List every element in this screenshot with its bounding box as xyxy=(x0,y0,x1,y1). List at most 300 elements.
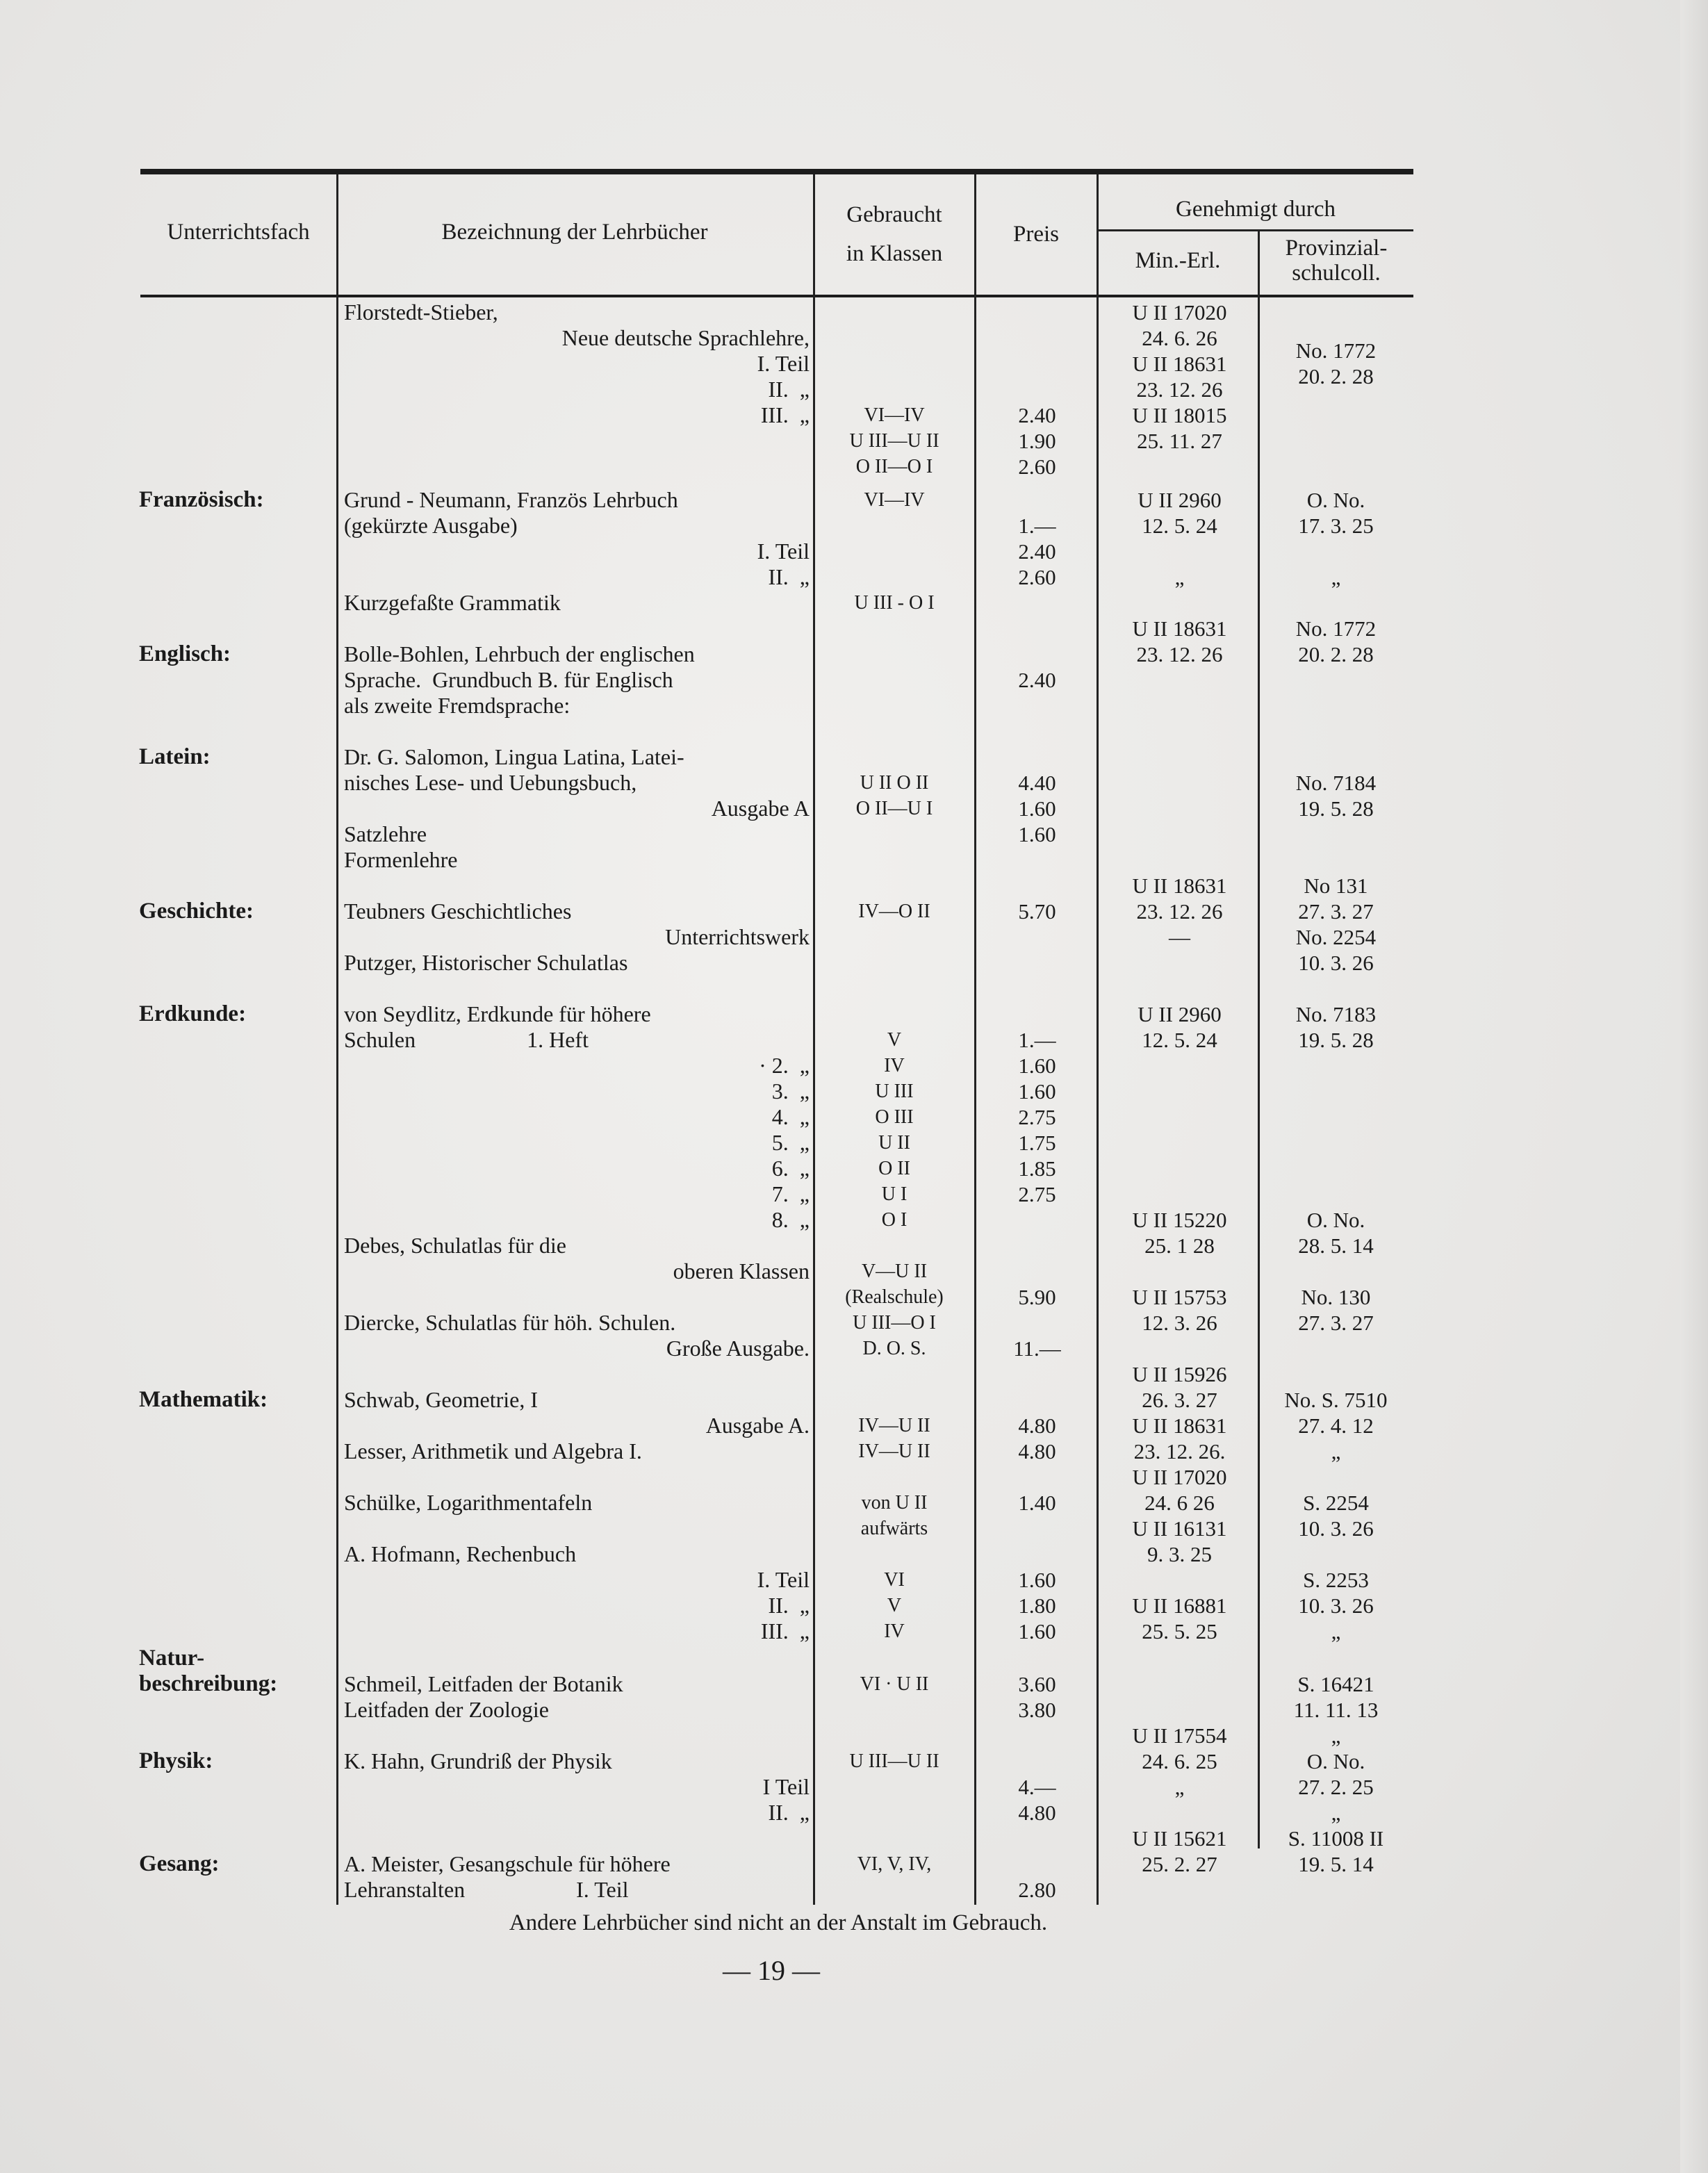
b10-min-line xyxy=(1101,1800,1258,1826)
b8-classes-line xyxy=(817,1464,971,1490)
b9-prov-line: „ xyxy=(1331,1723,1341,1748)
b2-classes-line: VI—IV xyxy=(864,489,925,511)
b7-book-line: Diercke, Schulatlas für höh. Schulen. xyxy=(344,1310,676,1335)
b1-classes-column xyxy=(817,351,971,479)
b11-book-line: Lehranstalten I. Teil xyxy=(344,1877,629,1902)
b2-book-line: Kurzgefaßte Grammatik xyxy=(344,590,561,615)
b4-price-column xyxy=(976,744,1098,873)
b5-price-line xyxy=(976,950,1098,976)
b11-classes-line xyxy=(817,1877,971,1903)
b8-book-line: I. Teil xyxy=(757,1567,810,1592)
b10-book-line: II. „ xyxy=(768,1800,810,1825)
header-prov-2: schulcoll. xyxy=(1292,261,1381,286)
category-franzoesisch: Französisch: xyxy=(139,487,264,512)
b10-price-line: 4.80 xyxy=(1018,1801,1056,1825)
b5-book-line: Unterrichtswerk xyxy=(665,924,810,949)
b5-price-column xyxy=(976,899,1098,976)
b2-min-line: U II 2960 xyxy=(1138,488,1222,512)
b5-prov-line: 27. 3. 27 xyxy=(1298,899,1374,924)
b10-prov-line: 19. 5. 14 xyxy=(1298,1852,1374,1876)
b6-min-column xyxy=(1101,1001,1258,1053)
b3-book-line: Sprache. Grundbuch B. für Englisch xyxy=(344,667,673,692)
b8-prov-line: „ xyxy=(1331,1619,1341,1643)
b4-prov-column xyxy=(1261,770,1411,821)
b7-prov-line xyxy=(1261,1258,1411,1284)
b6-book-line: 5. „ xyxy=(771,1130,810,1155)
b6-classes-line: V xyxy=(887,1029,902,1051)
b6-book-line: · 2. „ xyxy=(759,1053,810,1078)
b9-classes-line xyxy=(817,1697,971,1723)
b11-book-column xyxy=(344,1851,810,1903)
b3-price-column xyxy=(976,641,1098,719)
b8-min-line: 24. 6 26 xyxy=(1144,1491,1215,1515)
b8-min-line: 26. 3. 27 xyxy=(1142,1388,1217,1412)
b8-book-line xyxy=(344,1516,810,1541)
b5-book-line: Teubners Geschichtliches xyxy=(344,899,572,924)
b8-price-line xyxy=(976,1516,1098,1541)
b2-book-column xyxy=(344,487,810,616)
b10-min-line: 24. 6. 25 xyxy=(1142,1749,1217,1773)
b10-prov-line: 27. 2. 25 xyxy=(1298,1775,1374,1799)
b8-classes-line: aufwärts xyxy=(860,1518,928,1539)
b8-price-line: 1.40 xyxy=(1018,1491,1056,1515)
b3-min-line: U II 18631 xyxy=(1132,616,1227,641)
b1-price-line: 2.40 xyxy=(1018,403,1056,427)
b7-min-line: 12. 3. 26 xyxy=(1142,1311,1217,1335)
b2-prov-line: 17. 3. 25 xyxy=(1298,514,1374,538)
b6-book-line: 7. „ xyxy=(771,1181,810,1206)
b8-classes-line xyxy=(817,1541,971,1567)
b8-book-line xyxy=(344,1464,810,1490)
b8-price-line xyxy=(976,1541,1098,1567)
b11-classes-column xyxy=(817,1851,971,1903)
b8-classes-line: VI xyxy=(884,1569,905,1591)
b3-price-line: 2.40 xyxy=(1018,668,1056,692)
b4-book-line: Ausgabe A xyxy=(711,796,810,821)
b8-min-line: 23. 12. 26. xyxy=(1133,1439,1226,1463)
b9-price-column xyxy=(976,1671,1098,1723)
b4-book-line: nisches Lese- und Uebungsbuch, xyxy=(344,770,637,795)
b1-classes-line: VI—IV xyxy=(864,404,925,426)
b8-min-line: 25. 5. 25 xyxy=(1142,1619,1217,1643)
b4-classes-line: O II—U I xyxy=(855,798,933,819)
b5-book-column xyxy=(344,899,810,976)
b4-price-line: 4.40 xyxy=(1018,771,1056,795)
b6-classes-column xyxy=(817,1001,971,1233)
b2-classes-line xyxy=(817,513,971,539)
header-subrule xyxy=(1097,229,1413,231)
b5-prov-line: No 131 xyxy=(1304,874,1368,898)
b8-price-line: 1.80 xyxy=(1018,1593,1056,1618)
b6-classes-line: U III xyxy=(875,1081,914,1102)
b2-price-line xyxy=(976,487,1098,513)
b8-prov-line: No. S. 7510 xyxy=(1284,1388,1388,1412)
header-price: Preis xyxy=(1013,222,1059,247)
b2-book-line: Grund - Neumann, Französ Lehrbuch xyxy=(344,487,678,512)
b3-prov-line: No. 1772 xyxy=(1295,616,1377,641)
b10-prov-line: S. 11008 II xyxy=(1288,1826,1384,1851)
b8-min-column xyxy=(1101,1361,1258,1644)
b2-min-column xyxy=(1101,487,1258,590)
b8-price-column xyxy=(976,1387,1098,1644)
b6-prov-column xyxy=(1261,1001,1411,1053)
b10-price-line xyxy=(976,1748,1098,1774)
b8-classes-line: V xyxy=(887,1595,902,1616)
b6-price-line: 2.75 xyxy=(1018,1182,1056,1206)
b8-price-line xyxy=(976,1387,1098,1413)
b7-prov-line: 28. 5. 14 xyxy=(1298,1233,1374,1258)
b6-prov-line: No. 7183 xyxy=(1295,1002,1377,1026)
b2-book-line: II. „ xyxy=(768,564,810,589)
b8-book-line: II. „ xyxy=(768,1593,810,1618)
b2-price-line: 2.60 xyxy=(1018,565,1056,589)
b5-min-line: 23. 12. 26 xyxy=(1136,899,1223,924)
b6-min-line: U II 2960 xyxy=(1138,1002,1222,1026)
b1-price-column xyxy=(976,351,1098,479)
b2-classes-column xyxy=(817,487,971,616)
b8-classes-line xyxy=(817,1387,971,1413)
b6-price-line xyxy=(976,1207,1098,1233)
b7-classes-line: D. O. S. xyxy=(862,1338,926,1359)
b1-price-line xyxy=(976,377,1098,402)
b4-classes-column xyxy=(817,744,971,873)
b7-price-column xyxy=(976,1233,1098,1361)
b7-price-line xyxy=(976,1233,1098,1258)
b10-min-line: 25. 2. 27 xyxy=(1142,1852,1217,1876)
category-physik: Physik: xyxy=(139,1748,213,1773)
b1-classes-line xyxy=(817,351,971,377)
footnote: Andere Lehrbücher sind nicht an der Anstalt im Gebrauch. xyxy=(509,1910,1048,1935)
b4-classes-line xyxy=(817,821,971,847)
b1-min-line: 24. 6. 26 xyxy=(1142,326,1217,350)
b8-price-line: 4.80 xyxy=(1018,1413,1056,1438)
b6-classes-line: O II xyxy=(878,1158,910,1179)
b6-price-line xyxy=(976,1001,1098,1027)
b4-classes-line: U II O II xyxy=(860,772,929,794)
b1-prov-line xyxy=(1261,312,1411,338)
b8-book-column xyxy=(344,1387,810,1644)
b1-classes-line xyxy=(817,377,971,402)
b9-book-line: Schmeil, Leitfaden der Botanik xyxy=(344,1671,623,1696)
b1-min-line: 23. 12. 26 xyxy=(1136,377,1223,402)
b4-classes-line xyxy=(817,744,971,770)
header-prov-1: Provinzial- xyxy=(1285,236,1388,261)
b1-price-line: 1.90 xyxy=(1018,429,1056,453)
b5-classes-line xyxy=(817,950,971,976)
b10-min-line: U II 17554 xyxy=(1132,1723,1227,1748)
b9-prov-line: S. 16421 xyxy=(1297,1672,1374,1696)
b8-min-line: U II 15926 xyxy=(1132,1362,1227,1386)
b8-book-line: Ausgabe A. xyxy=(705,1413,810,1438)
b1-prov-line: No. 1772 xyxy=(1295,338,1377,363)
b2-prov-line: O. No. xyxy=(1306,488,1365,512)
b6-price-line: 1.85 xyxy=(1018,1156,1056,1181)
b8-min-line: U II 17020 xyxy=(1132,1465,1227,1489)
category-natur-1: Natur- xyxy=(139,1646,205,1671)
b6-price-column xyxy=(976,1001,1098,1233)
b10-min-line: „ xyxy=(1174,1775,1185,1799)
b10-book-line: I Teil xyxy=(762,1774,810,1799)
b5-book-line: Putzger, Historischer Schulatlas xyxy=(344,950,628,975)
b4-classes-line xyxy=(817,847,971,873)
b8-prov-line xyxy=(1261,1541,1411,1567)
b10-min-line: U II 15621 xyxy=(1132,1826,1227,1851)
b1-book-line: Neue deutsche Sprachlehre, xyxy=(561,325,810,350)
b7-prov-line: O. No. xyxy=(1306,1208,1365,1232)
b6-book-line: Schulen 1. Heft xyxy=(344,1027,589,1052)
b4-prov-line: 19. 5. 28 xyxy=(1298,796,1374,821)
b4-price-line: 1.60 xyxy=(1018,822,1056,846)
b9-price-line: 3.60 xyxy=(1018,1672,1056,1696)
b7-price-line xyxy=(976,1258,1098,1284)
b7-classes-line: U III—O I xyxy=(853,1312,936,1334)
b11-book-line: A. Meister, Gesangschule für höhere xyxy=(344,1851,671,1876)
b6-book-line: von Seydlitz, Erdkunde für höhere xyxy=(344,1001,651,1026)
b8-prov-line: S. 2253 xyxy=(1303,1568,1369,1592)
b3-book-column xyxy=(344,641,810,719)
category-erdkunde: Erdkunde: xyxy=(139,1001,247,1026)
b3-price-line xyxy=(976,641,1098,667)
b10-classes-line xyxy=(817,1774,971,1800)
b2-book-line: I. Teil xyxy=(757,539,810,564)
b5-prov-line: 10. 3. 26 xyxy=(1298,951,1374,975)
b6-price-line: 1.60 xyxy=(1018,1079,1056,1104)
header-approved: Genehmigt durch xyxy=(1175,197,1336,222)
header-min: Min.-Erl. xyxy=(1135,248,1221,273)
b1-min-line: 25. 11. 27 xyxy=(1137,429,1222,453)
column-divider-subject xyxy=(336,174,338,1905)
b7-book-line: Debes, Schulatlas für die xyxy=(344,1233,566,1258)
b8-price-line: 1.60 xyxy=(1018,1619,1056,1643)
b3-min-column xyxy=(1101,616,1258,667)
b8-price-line xyxy=(976,1464,1098,1490)
b6-price-line: 1.75 xyxy=(1018,1131,1056,1155)
b6-classes-line: O I xyxy=(881,1209,908,1231)
b2-classes-line xyxy=(817,564,971,590)
b8-classes-line: von U II xyxy=(861,1492,928,1514)
b8-price-line: 1.60 xyxy=(1018,1568,1056,1592)
b1-min-column xyxy=(1101,300,1258,454)
b2-prov-line xyxy=(1261,539,1411,564)
column-divider-books xyxy=(813,174,815,1905)
b5-classes-line: IV—O II xyxy=(858,901,930,922)
b7-prov-column xyxy=(1261,1207,1411,1336)
b1-book-line: II. „ xyxy=(768,377,810,402)
category-geschichte: Geschichte: xyxy=(139,899,254,924)
b8-min-line: U II 16881 xyxy=(1132,1593,1227,1618)
b8-price-line: 4.80 xyxy=(1018,1439,1056,1463)
b6-prov-line: 19. 5. 28 xyxy=(1298,1028,1374,1052)
b7-classes-line xyxy=(817,1233,971,1258)
b6-book-line: 4. „ xyxy=(771,1104,810,1129)
b1-min-line: U II 18631 xyxy=(1132,352,1227,376)
b2-book-line: (gekürzte Ausgabe) xyxy=(344,513,518,538)
b10-price-column xyxy=(976,1748,1098,1826)
b9-prov-line: 11. 11. 13 xyxy=(1293,1698,1379,1722)
b2-price-line xyxy=(976,590,1098,616)
b2-price-column xyxy=(976,487,1098,616)
b8-min-line: 9. 3. 25 xyxy=(1147,1542,1212,1566)
b2-classes-line: U III - O I xyxy=(854,592,935,614)
b6-classes-line: U II xyxy=(878,1132,910,1154)
category-latein: Latein: xyxy=(139,744,211,769)
b10-prov-column xyxy=(1261,1748,1411,1877)
b7-book-line: Große Ausgabe. xyxy=(666,1336,810,1361)
b2-min-line xyxy=(1101,539,1258,564)
b1-classes-line: U III—U II xyxy=(849,430,939,452)
b10-classes-line xyxy=(817,1800,971,1826)
b6-min-line: 12. 5. 24 xyxy=(1142,1028,1217,1052)
b7-classes-line: (Realschule) xyxy=(845,1286,944,1308)
b6-book-line: 6. „ xyxy=(771,1156,810,1181)
b9-book-line: Leitfaden der Zoologie xyxy=(344,1697,549,1722)
b10-classes-line: U III—U II xyxy=(849,1750,939,1772)
header-subject: Unterrichtsfach xyxy=(167,220,310,245)
b7-price-line xyxy=(976,1310,1098,1336)
b3-price-line xyxy=(976,693,1098,719)
b10-min-column xyxy=(1101,1723,1258,1877)
b7-prov-line: No. 130 xyxy=(1301,1285,1371,1309)
b8-prov-line xyxy=(1261,1361,1411,1387)
b7-classes-line: V—U II xyxy=(861,1261,928,1282)
b7-book-column xyxy=(344,1233,810,1361)
b8-min-line xyxy=(1101,1567,1258,1593)
header-used-2: in Klassen xyxy=(846,241,943,266)
b6-book-line: 3. „ xyxy=(771,1079,810,1104)
header-used-1: Gebraucht xyxy=(846,202,942,227)
b7-min-line: U II 15753 xyxy=(1132,1285,1227,1309)
b1-book-column xyxy=(344,300,810,428)
b8-prov-column xyxy=(1261,1361,1411,1644)
category-mathematik: Mathematik: xyxy=(139,1387,268,1412)
b4-book-line: Dr. G. Salomon, Lingua Latina, Latei- xyxy=(344,744,684,769)
b4-price-line xyxy=(976,744,1098,770)
b5-classes-column xyxy=(817,899,971,976)
b3-min-line: 23. 12. 26 xyxy=(1136,642,1223,666)
b10-prov-line: O. No. xyxy=(1306,1749,1365,1773)
b3-book-line: Bolle-Bohlen, Lehrbuch der englischen xyxy=(344,641,695,666)
b6-book-column xyxy=(344,1001,810,1233)
b8-prov-line: 10. 3. 26 xyxy=(1298,1516,1374,1541)
b3-book-line: als zweite Fremdsprache: xyxy=(344,693,570,718)
b10-prov-line: „ xyxy=(1331,1801,1341,1825)
b2-price-line: 2.40 xyxy=(1018,539,1056,564)
category-gesang: Gesang: xyxy=(139,1851,220,1876)
b2-min-line: 12. 5. 24 xyxy=(1142,514,1217,538)
b7-min-line: U II 15220 xyxy=(1132,1208,1227,1232)
b6-classes-line: O III xyxy=(875,1106,914,1128)
b6-classes-line: U I xyxy=(881,1183,908,1205)
b5-min-line: U II 18631 xyxy=(1132,874,1227,898)
b1-book-line: I. Teil xyxy=(757,351,810,376)
b8-classes-line: IV—U II xyxy=(858,1441,930,1462)
b1-price-line: 2.60 xyxy=(1018,454,1056,479)
b1-book-line: Florstedt-Stieber, xyxy=(344,300,498,325)
b1-min-line: U II 18015 xyxy=(1132,403,1227,427)
b1-min-line: U II 17020 xyxy=(1132,300,1227,325)
b7-book-line: oberen Klassen xyxy=(673,1258,810,1284)
b1-prov-line: 20. 2. 28 xyxy=(1298,364,1374,388)
b2-prov-column xyxy=(1261,487,1411,590)
page-number: — 19 — xyxy=(723,1955,820,1986)
b4-price-line: 1.60 xyxy=(1018,796,1056,821)
b8-prov-line xyxy=(1261,1464,1411,1490)
b4-book-line: Formenlehre xyxy=(344,847,458,872)
b2-min-line: „ xyxy=(1174,565,1185,589)
b8-classes-column xyxy=(817,1387,971,1644)
b9-classes-line: VI · U II xyxy=(860,1673,929,1695)
b8-book-line: Lesser, Arithmetik und Algebra I. xyxy=(344,1438,642,1463)
b1-classes-line: O II—O I xyxy=(855,456,933,477)
b7-price-line: 11.— xyxy=(1013,1336,1061,1361)
b6-price-line: 1.60 xyxy=(1018,1053,1056,1078)
b5-prov-line: No. 2254 xyxy=(1295,925,1377,949)
b7-book-line xyxy=(344,1284,810,1310)
b1-price-line xyxy=(976,351,1098,377)
b6-classes-line xyxy=(817,1001,971,1027)
b9-book-column xyxy=(344,1671,810,1723)
b2-price-line: 1.— xyxy=(1018,514,1056,538)
b6-price-line: 2.75 xyxy=(1018,1105,1056,1129)
b8-min-line: U II 18631 xyxy=(1132,1413,1227,1438)
b8-prov-line: 27. 4. 12 xyxy=(1298,1413,1374,1438)
b2-classes-line xyxy=(817,539,971,564)
b11-classes-line: VI, V, IV, xyxy=(857,1853,932,1875)
b8-min-line: U II 16131 xyxy=(1132,1516,1227,1541)
b4-price-line xyxy=(976,847,1098,873)
b8-prov-line: 10. 3. 26 xyxy=(1298,1593,1374,1618)
b8-book-line: Schülke, Logarithmentafeln xyxy=(344,1490,593,1515)
b4-book-column xyxy=(344,744,810,873)
b3-prov-column xyxy=(1261,616,1411,667)
b7-price-line: 5.90 xyxy=(1018,1285,1056,1309)
b4-book-line: Satzlehre xyxy=(344,821,427,846)
b5-min-line: — xyxy=(1169,925,1190,949)
b6-book-line: 8. „ xyxy=(771,1207,810,1232)
b9-classes-column xyxy=(817,1671,971,1723)
b6-price-line: 1.— xyxy=(1018,1028,1056,1052)
b4-prov-line: No. 7184 xyxy=(1295,771,1377,795)
b8-prov-line: „ xyxy=(1331,1439,1341,1463)
header-books: Bezeichnung der Lehrbücher xyxy=(441,220,708,245)
b8-classes-line: IV—U II xyxy=(858,1415,930,1436)
b5-price-line: 5.70 xyxy=(1018,899,1056,924)
b10-classes-column xyxy=(817,1748,971,1826)
b7-min-line xyxy=(1101,1258,1258,1284)
b5-classes-line xyxy=(817,924,971,950)
table-top-rule xyxy=(140,169,1413,174)
b11-price-column xyxy=(976,1851,1098,1903)
b10-book-line: K. Hahn, Grundriß der Physik xyxy=(344,1748,612,1773)
b9-prov-column xyxy=(1261,1671,1411,1748)
b1-book-line: III. „ xyxy=(760,402,810,427)
category-englisch: Englisch: xyxy=(139,641,231,666)
b1-prov-column xyxy=(1261,312,1411,389)
b7-min-line: 25. 1 28 xyxy=(1144,1233,1215,1258)
b10-price-line: 4.— xyxy=(1018,1775,1056,1799)
b8-book-line: III. „ xyxy=(760,1618,810,1643)
table-header-rule xyxy=(140,295,1413,297)
b7-prov-line: 27. 3. 27 xyxy=(1298,1311,1374,1335)
b7-classes-column xyxy=(817,1233,971,1361)
b7-min-column xyxy=(1101,1207,1258,1336)
b2-prov-line: „ xyxy=(1331,565,1341,589)
b9-price-line: 3.80 xyxy=(1018,1698,1056,1722)
b5-price-line xyxy=(976,924,1098,950)
b6-classes-line: IV xyxy=(884,1055,905,1076)
b8-book-line: A. Hofmann, Rechenbuch xyxy=(344,1541,577,1566)
b5-prov-column xyxy=(1261,873,1411,976)
